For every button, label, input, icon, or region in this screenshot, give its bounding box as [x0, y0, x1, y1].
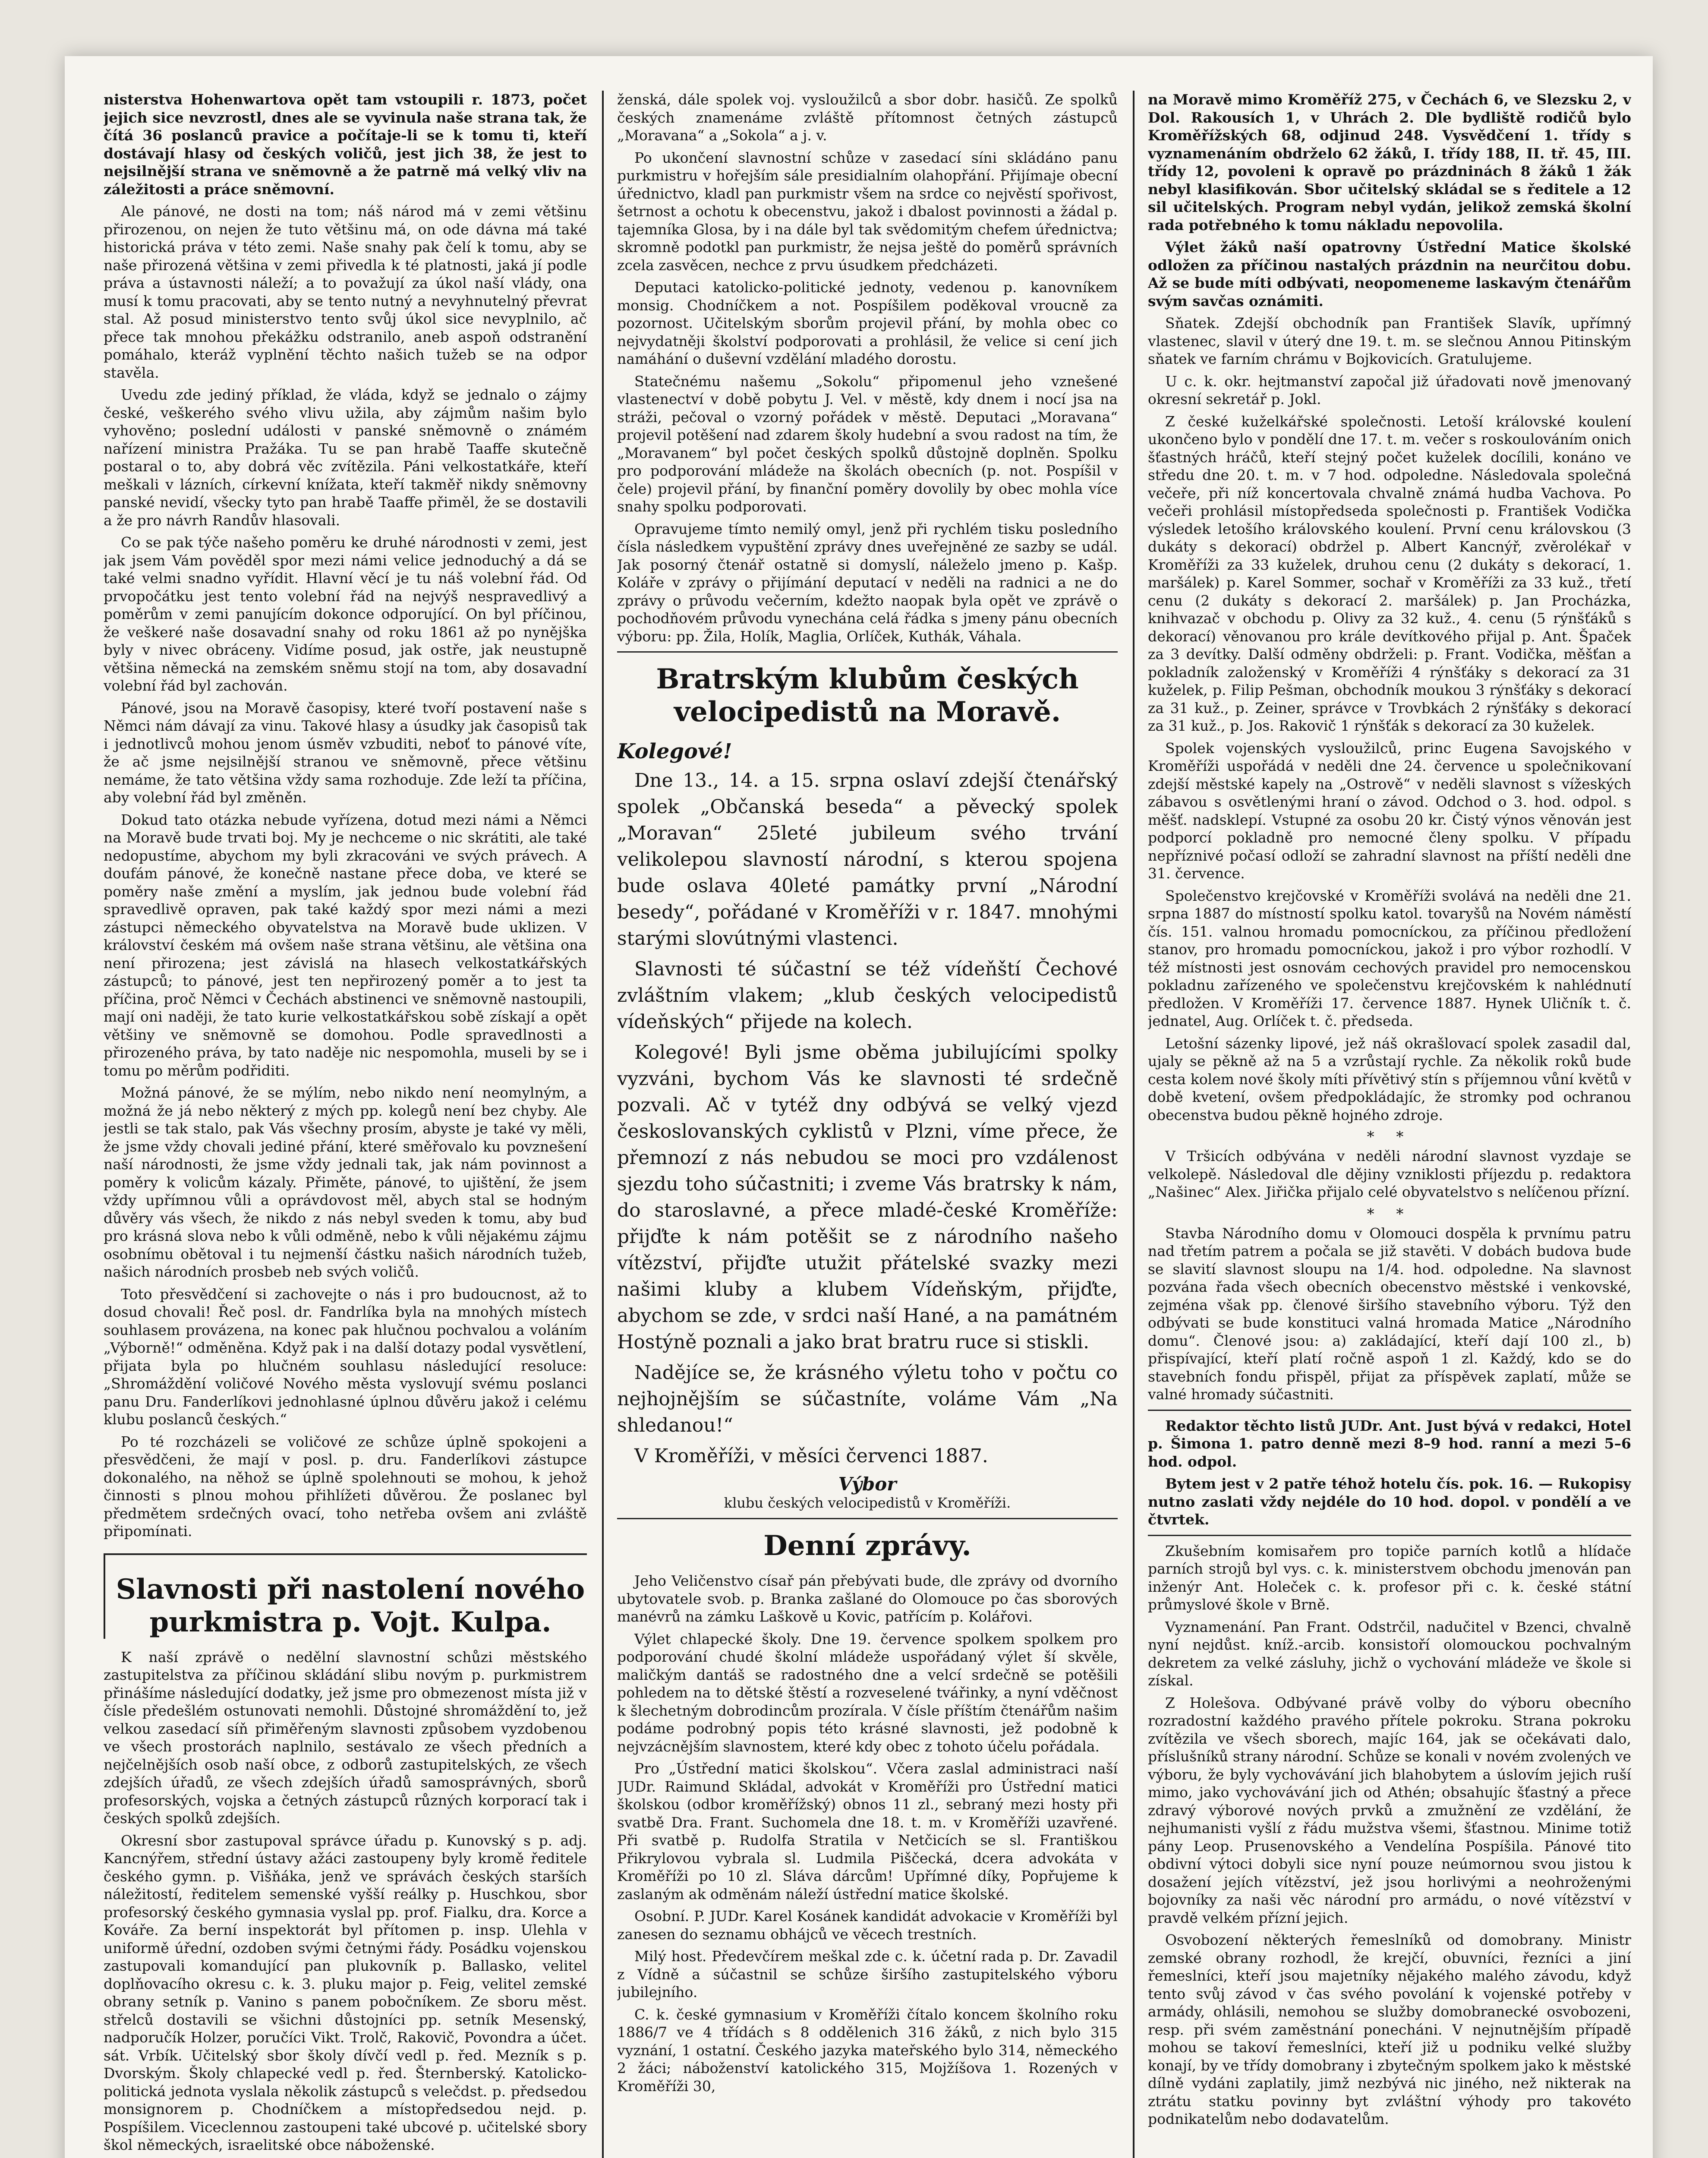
paragraph: Možná pánové, že se mýlím, nebo nikdo není neomylným, a možná že já nebo některý z mých pp. kolegů není bez chyby. Ale jestli se tak stalo, pak Vás všechny prosím, abyste je také vy měli, že jsme vždy chovali jediné přání, které směřovalo ku povznešení naší národnosti, že jsme vždy jednali tak, jak nám povinnost a poměry k volicům kázaly. Přiměte, pánové, to ujištění, že jsem vždy upřímnou vůli a oprávdovost měl, abych stal se hodným důvěry vás všech, že nikdo z nás nebyl sveden k tomu, aby buď pro krásná slova nebo k vůli odměně, nebo k vůli nějakému zájmu osobnímu obětoval i tu nejmenší částku našich národních tužeb, našich národních prosbeb neb svých voličů. [104, 1084, 587, 1280]
letter-body [617, 738, 1118, 1469]
paragraph: Uvedu zde jediný příklad, že vláda, když se jednalo o zájmy české, veškerého svého vlivu užila, aby zájmům našim bylo vyhověno; poslední události v panské sněmovně o známém nařízení ministra Pražáka. Tu se pan hrabě Taaffe skutečně postaral o to, aby dobrá věc zvítězila. Páni velkostatkáře, kteří meškali v lázních, církevní knížata, kteří takměř nikdy sněmovny panské nevidí, všecky tyto pan hrabě Taaffe přiměl, že se dostavili a že pro návrh Randův hlasovali. [104, 386, 587, 529]
paragraph: K naší zprávě o nedělní slavnostní schůzi městského zastupitelstva za příčinou skládání slibu novým p. purkmistrem přinášíme následující dodatky, jež jsme pro obmezenost místa již v čísle předešlém ostunovati nemohli. Důstojné shromáždění to, jež velkou zasedací síň přiměřeným slavnosti způsobem vyzdobenou ve všech prostorách naplnilo, sestávalo ze všech předních a nejčelnějších osob naší obce, z odborů zastupitelských, ze všech zdejších úřadů, ze všech zdejších úřadů samosprávných, sborů profesorských, vojska a četných zástupců různých korporací tak i českých spolků zdejších. [104, 1648, 587, 1827]
paragraph: Milý host. Předevčírem meškal zde c. k. účetní rada p. Dr. Zavadil z Vídně a súčastnil se schůze širšího zastupitelského výboru jubilejního. [617, 1948, 1118, 2000]
divider [1148, 1535, 1631, 1536]
paragraph: Opravujeme tímto nemilý omyl, jenž při rychlém tisku posledního čísla následkem vypuštění zprávy dnes uveřejněné ze sazby se udál. Jak posorný čtenář ostatně si domyslí, náleželo jmeno p. Kašp. Koláře v zprávy o přijímání deputací v neděli na radnici a ne do zprávy o průvodu večerním, kdežto naopak byla opět ve zprávě o pochodňovém průvodu vynechána celá řádka s jmeny pánu obecních výboru: pp. Žila, Holík, Maglia, Orlíček, Kuthák, Váhala. [617, 520, 1118, 645]
paragraph: Deputaci katolicko-politické jednoty, vedenou p. kanovníkem monsig. Chodníčkem a not. Pospíšilem poděkoval vroucně za pozornost. Učitelským sborům projevil přání, by mohla obec co nejvydatněji školství podporovati a prohlásil, že velice si cení jich namáhání o duševní vzdělání mladého dorostu. [617, 279, 1118, 367]
paragraph: Spolek vojenských vysloužilců, princ Eugena Savojského v Kroměříži uspořádá v neděli dne 24. července u společnikovaní zdejší městské kapely na „Ostrově“ v neděli slavnost s vížeských zábavou s osvětlenými hraní o závod. Odchod o 3. hod. odpol. s měšť. nadsklepí. Vstupné za osobu 20 kr. Čistý výnos věnován jest podporcí pokladně pro nemocné členy spolku. V případu nepříznivé počasí odloží se zahradní slavnost na příští neděli dne 31. července. [1148, 739, 1631, 882]
article-heading-box [104, 1553, 587, 1639]
paragraph: na Moravě mimo Kroměříž 275, v Čechách 6, ve Slezsku 2, v Dol. Rakousích 1, v Uhrách 2. Dle bydliště rodičů bylo Kroměřížských 68, odjinud 248. Vysvědčení 1. třídy s vyznamenáním obdrželo 62 žáků, I. třídy 188, II. tř. 45, III. třídy 12, povoleni k opravě po prázdninách 8 žáků 1 žák nebyl klasifikován. Sbor učitelský skládal se s ředitele a 12 sil učitelských. Program nebyl vydán, jelikož zemská školní rada potřebného k tomu nákladu nepovolila. [1148, 91, 1631, 233]
divider [617, 1518, 1118, 1519]
article-heading: Bratrským klubům českých velocipedistů na Moravě. [656, 663, 1079, 728]
article-heading: Slavnosti při nastolení nového purkmistra p. Vojt. Kulpa. [116, 1573, 585, 1638]
divider [617, 651, 1118, 653]
paragraph: Dokud tato otázka nebude vyřízena, dotud mezi námi a Němci na Moravě bude trvati boj. My je nechceme o nic skrátiti, ale také nedopustíme, abychom my byli zkracováni ve svých právech. A doufám pánové, že konečně nastane přece doba, ve které se poměry naše změní a myslím, jak jednou bude volební řád spravedlivě opraven, pak také každý spor mezi námi a mezi zástupci německého obyvatelstva na Moravě bude uklizen. V království českém má ovšem naše strana většinu, ale většina ona není přirozena; jest závislá na hlasech velkostatkářských zástupců; to pánové, jest ten nepřirozený poměr a to jest ta příčina, proč Němci v Čechách abstinenci ve sněmovně nastoupili, mají oni naději, že tato kurie velkostatkářskou sobě získají a opět většiny ve sněmovně se domohou. Podle spravedlnosti a přirozeného práva, by tato naděje nic nespomohla, museli by se i tomu po měrům podřiditi. [104, 811, 587, 1079]
paragraph: Kolegové! Byli jsme oběma jubilujícími spolky vyzváni, bychom Vás ke slavnosti té srdečně pozvali. Ač v tytéž dny odbývá se velký vjezd českoslovanských cyklistů v Plzni, víme přece, že přemnozí z nás nebudou se moci pro vzdálenost sjezdu toho súčastniti; i zveme Vás bratrsky k nám, do staroslavné, a přece mladé-české Kroměříže: přijďte k nám potěšit se z národního našeho vítězství, přijďte utužit přátelské svazky mezi našimi kluby a klubem Vídeňským, přijďte, abychom se zde, v srdci naší Hané, a na památném Hostýně poznali a jako brat bratru ruce si stiskli. [617, 1041, 1118, 1353]
paragraph: Po té rozcházeli se voličové ze schůze úplně spokojeni a přesvědčeni, že mají v posl. p. dru. Fanderlíkovi zástupce dokonalého, na něhož se úplně spolehnouti se mohou, k jehož činnosti s plnou mohou přihlížeti důvěrou. Že poslanec byl předmětem srdečných ovací, toho netřeba ovšem ani zvláště připomínati. [104, 1433, 587, 1540]
paragraph: Výlet chlapecké školy. Dne 19. července spolkem spolkem pro podporování chudé školní mládeže uspořádaný výlet ší skvěle, maličkým dantáš se radostného dne a velcí srdečně se potěšili pohledem na to dětské štěstí a rozveselené tvářinky, a nyní vděčnost k šlechetným dobrodincům prozírala. V čísle příštím čtenářům našim podáme podrobný popis této krásné slavnosti, jež podobně k nejvzácnějším slavnostem, které kdy obec z tohoto účelu pořádala. [617, 1630, 1118, 1755]
place-date: V Kroměříži, v měsíci červenci 1887. [634, 1445, 988, 1467]
paragraph: Pro „Ústřední matici školskou“. Včera zaslal administraci naší JUDr. Raimund Skládal, advokát v Kroměříži pro Ústřední matici školskou (odbor kroměřížský) obnos 11 zl., sebraný mezi hosty při svatbě Dra. Frant. Suchomela dne 18. t. m. v Kroměříži uzavřené. Při svatbě p. Rudolfa Stratila v Netčicích se sl. Františkou Přikrylovou vybrala sl. Ludmila Piščecká, dcera advokáta v Kroměříži po 10 zl. Sláva dárcům! Upřímné díky, Popřujeme k zaslaným ak odměnám náleží ústřední matice školské. [617, 1760, 1118, 1902]
column-2 [617, 91, 1118, 2158]
paragraph: Dne 13., 14. a 15. srpna oslaví zdejší čtenářský spolek „Občanská beseda“ a pěvecký spolek „Moravan“ 25leté jubileum svého trvání velikolepou slavností národní, s kterou spojena bude oslava 40leté památky první „Národní besedy“, pořádané v Kroměříži v r. 1847. mnohými starými slovútnými vlastenci. [617, 770, 1118, 950]
paragraph: Statečnému našemu „Sokolu“ připomenul jeho vznešené vlastenectví v době pobytu J. Vel. v městě, kdy dnem i nocí jsa na stráži, pečoval o vzorný pořádek v městě. Deputaci „Moravana“ projevil potěšení nad zdarem školy hudební a svou radost na tím, že „Moravanem“ byl počet českých spolků důstojně doplněn. Spolku pro podporování mládeže na školách obecních (p. not. Pospíšil v čele) projevil přání, by finanční poměry dovolily by obec mohla více snahy spolku podporovati. [617, 372, 1118, 515]
paragraph: nisterstva Hohenwartova opět tam vstoupili r. 1873, počet jejich sice nevzrostl, dnes ale se vyvinula naše strana tak, že čítá 36 poslanců pravice a počítaje-li se k tomu ti, kteří dostávají hlasy od českých voličů, jest jich 38, že jest to nejsilnější strana ve sněmovně a že patrně má velký vliv na záležitosti a práce sněmovní. [104, 91, 587, 198]
paragraph: Co se pak týče našeho poměru ke druhé národnosti v zemi, jest jak jsem Vám pověděl spor mezi námi velice jednoduchý a dá se také velmi snadno vyřídit. Hlavní věcí je tu náš volební řád. Od prvopočátku jest tento volební řád na nejvýš nespravedlivý a poměrům v zemi panujícím dokonce odporující. On byl příčinou, že veškeré naše dosavadní snahy od roku 1861 až po nynějška byly v nivec obráceny. Vidíme posud, jak ostře, jak neustupně většina německá na zemském sněmu stojí na tom, aby dosavadní volební řád byl zachován. [104, 534, 587, 694]
column-1 [104, 91, 587, 2158]
paragraph: Nadějíce se, že krásného výletu toho v počtu co nejhojnějším se súčastníte, voláme Vám „Na shledanou!“ [617, 1362, 1118, 1436]
salutation: Kolegové! [617, 739, 732, 764]
paragraph: Zkušebním komisařem pro topiče parních kotlů a hlídače parních strojů byl vys. c. k. ministerstvem obchodu jmenován pan inženýr Ant. Holeček c. k. profesor při c. k. české státní průmyslové škole v Brně. [1148, 1542, 1631, 1613]
signature-subtitle: klubu českých velocipedistů v Kroměříži. [724, 1495, 1011, 1511]
newspaper-page [65, 56, 1653, 2158]
paragraph: Sňatek. Zdejší obchodník pan František Slavík, upřímný vlastenec, slavil v úterý dne 19. t. m. se slečnou Annou Pitinským sňatek ve farním chrámu v Bojkovicích. Gratulujeme. [1148, 315, 1631, 367]
news-heading: Denní zprávy. [763, 1530, 971, 1562]
paragraph: Osvobození některých řemeslníků od domobrany. Ministr zemské obrany rozhodl, že krejčí, obuvníci, řezníci a jiní řemeslníci, kteří jsou majetníky nějakého malého závodu, když tento svůj závod v čas svého povolání k vojenské potřeby v armády, ohlásili, nemohou se služby domobranecké osvobozeni, resp. při svém zaměstnání ponecháni. V nejnutnějším případě mohou se takoví řemeslníci, kteří již u podniku velké služby konají, by ve třídy domobrany i zbytečným spolkem jako k městské dílně vydáni zaplatily, jimž nezbývá nic jiného, než nikterak na ztrátu statku povinny byt zvláštní výhody pro takovéto podnikatelům nebo dodavatelům. [1148, 1931, 1631, 2127]
paragraph: Po ukončení slavnostní schůze v zasedací síni skládáno panu purkmistru v hořejším sále presidialním olahopřání. Přijímaje obecní úřednictvo, kladl pan purkmistr všem na srdce co nejvěstí spořivost, šetrnost a ochotu k obecenstvu, jakož i dbalost povinnosti a žádal p. tajemníka Glosa, by i na dále byl tak svědomitým chefem úřednictva; skromně podotkl pan purkmistr, že nejsa ještě do poměrů správních zcela zasvěcen, nechce z prvu úsudkem předcházeti. [617, 149, 1118, 274]
paragraph: Z české kuželkářské společnosti. Letoší královské koulení ukončeno bylo v pondělí dne 17. t. m. večer s roskoulováním onich šťastných hráčů, kteří stejný počet kuželek docílili, konáno ve středu dne 20. t. m. v 7 hod. odpoledne. Následovala společná večeře, při níž koncertovala chvalně známá hudba Vachova. Po večeři prohlásil místopředseda společnosti p. František Vodička výsledek letošího královského koulení. První cenu královskou (3 dukáty s dekorací) obdržel p. Albert Kancnýř, zvěrolékař v Kroměříži za 33 kuželek, druhou cenu (2 dukáty s dekorací, 1. maršálek) p. Karel Sommer, sochař v Kroměříži za 33 kuž., třetí cenu (2 dukáty s dekorací 2. maršálek) p. Jan Procházka, knihvazač v obchodu p. Olivy za 32 kuž., 4. cenu (5 rýnšťáků s dekorací) věnovanou pro krále devítkového přijal p. Ant. Špaček za 3 devítky. Další odměny obdrželi: p. Frant. Vodička, měšťan a pokladník založenský v Kroměříži 4 rýnšťáky s dekorací za 31 kuželek, p. Filip Pešman, obchodník moukou 3 rýnšťáky s dekorací za 31 kuž., p. Zeiner, správce v Trovbkách 2 rýnšťáky s dekorací za 31 kuž., p. Jos. Rakovič 1 rýnšťák s dekorací za 30 kuželek. [1148, 413, 1631, 734]
separator-stars: * * [1367, 1205, 1412, 1223]
paragraph: C. k. české gymnasium v Kroměříži čítalo koncem školního roku 1886/7 ve 4 třídách s 8 oddělenich 316 žáků, z nich bylo 315 vyznání, 1 ostatní. Českého jazyka mateřského bylo 314, německého 2 žáci; náboženství katolického 315, Mojžíšova 1. Rozených v Kroměříži 30, [617, 2006, 1118, 2095]
paragraph: Z Holešova. Odbývané právě volby do výboru obecního rozradostní každého pravého přítele pokroku. Strana pokroku zvítězila ve všech sborech, majíc 164, jak se očekávati dalo, příslušníků strany národní. Schůze se konali v novém zvolených ve výboru, že byly vychovávání jich blahobytem a úslovím jejich ruší mimo, jako vychovávání jich od Athén; obsahujíc šťastný a přece zdravý výborové nových prvků a zmužnění ze vzdělání, že nejhumanisti vyšlí z řádu mužstva všemi, šťastnou. Minime totiž pány Leop. Prusenovského a Vendelína Pospíšila. Pánové tito obdivní výtoci dobyli sice nyní pouze neúmornou svou jistou k dosažení jejích vítězství, jež jsou horlivými a neohroženými bojovníky za naši věc národní pro armádu, o nové vítězství v pravdě velkém přízní jejich. [1148, 1694, 1631, 1926]
paragraph: Stavba Národního domu v Olomouci dospěla k prvnímu patru nad třetím patrem a počala se již stavěti. V dobách budova bude se slavití slavnost sloupu na 1/4. hod. odpoledne. Na slavnost pozvána řada všech obecních obecenstvo městské i venkovské, zejména však pp. členové širšího stavebního výboru. Týž den odbývati se bude konstituci valná hromada Matice „Národního domu“. Členové jsou: a) zakládající, kteří dají 100 zl., b) přispívající, kteří platí ročně aspoň 1 zl. Každý, kdo se do stavebních fondu přispěl, přijat za příspěvek zaplatí, může se valné hromady súčastniti. [1148, 1224, 1631, 1403]
column-rule [1133, 91, 1134, 2158]
editor-notice: Bytem jest v 2 patře téhož hotelu čís. pok. 16. — Rukopisy nutno zaslati vždy nejdéle do 10 hod. dopol. v pondělí a ve čtvrtek. [1148, 1475, 1631, 1528]
paragraph: Ale pánové, ne dosti na tom; náš národ má v zemi většinu přirozenou, on nejen že tuto většinu má, on ode dávna má také historická práva v této zemi. Naše snahy pak čelí k tomu, aby se naše přirozená většina v zemi přivedla k té platnosti, jaká jí podle práva a ústavnosti náleží; a to považují za úkol naší vlády, ona musí k tomu pracovati, aby se tento nutný a nevyhnutelný převrat stal. Až posud ministerstvo tento svůj úkol sice nevyplnilo, ač přece tak mnohou překážku odstranilo, aneb aspoň odstranění pomáhalo, kteráž vyplnění těchto našich tužeb se na odpor stavěla. [104, 203, 587, 381]
paragraph: ženská, dále spolek voj. vysloužilců a sbor dobr. hasičů. Ze spolků českých znamenáme zvláště přítomnost četných zástupců „Moravana“ a „Sokola“ a j. v. [617, 91, 1118, 144]
separator-stars: * * [1367, 1128, 1412, 1145]
paragraph: Osobní. P. JUDr. Karel Kosánek kandidát advokacie v Kroměříži byl zanesen do seznamu obhájců ve věcech trestních. [617, 1908, 1118, 1943]
paragraph: Jeho Veličenstvo císař pán přebývati bude, dle zprávy od dvorního ubytovatele svob. p. Branka zašlané do Olomouce po čas sborových manévrů na zámku Laškově u Kovic, patřícím p. Kolářovi. [617, 1572, 1118, 1625]
paragraph: Výlet žáků naší opatrovny Ústřední Matice školské odložen za příčinou nastalých prázdnin na neurčitou dobu. Až se bude míti odbývati, neopomeneme laskavým čtenářům svým savčas oznámiti. [1148, 239, 1631, 309]
column-rule [602, 91, 604, 2158]
signature-title: Výbor [838, 1473, 897, 1495]
paragraph: Letošní sázenky lipové, jež náš okrašlovací spolek zasadil dal, ujaly se pěkně až na 5 a vzrůstají rychle. Za několik roků bude cesta kolem nové školy míti přívětivý stín s příjemnou vůní květů v době kvetení, ovšem předpokládajíc, že stromky pod ochranou obecenstva budou pěkně hojného zdroje. [1148, 1035, 1631, 1123]
paragraph: Okresní sbor zastupoval správce úřadu p. Kunovský s p. adj. Kancnýřem, střední ústavy ažáci zastoupeny byly kromě ředitele českého gymn. p. Višňáka, jenž ve správách českých starších náležitostí, ředitelem semenské vyšší reálky p. Huschkou, sbor profesorský českého gymnasia vyslal pp. prof. Fialku, dra. Korce a Kováře. Za berní inspektorát byl přítomen p. insp. Ulehla v uniformě úřední, ozdoben svými četnými řády. Posádku vojenskou zastupovali komandující pan plukovník p. Ballasko, velitel doplňovacího okresu c. k. 3. pluku major p. Feig, velitel zemské obrany setník p. Vanino s panem pobočníkem. Ze sboru měst. střelců dostavili se všichni důstojníci pp. setník Mesenský, nadporučík Holzer, poručíci Vikt. Trolč, Rakovič, Povondra a účet. sát. Vrbík. Učitelský sbor školy dívčí vedl p. řed. Mezník s p. Dvorským. Školy chlapecké vedl p. řed. Šternberský. Katolicko-politická jednota vyslala několik zástupců s velečdst. p. předsedou monsignorem p. Chodníčkem a místopředsedou nejd. p. Pospíšilem. Viceclennou zastoupeni také ubcové p. učitelské sbory škol německých, israelitské obce náboženské. [104, 1832, 587, 2153]
paragraph: Vyznamenání. Pan Frant. Odstrčil, nadučitel v Bzenci, chvalně nyní nejdůst. kníž.-arcib. konsistoří olomouckou pochvalným dekretem za velké zásluhy, jichž o vychování mládeže ve škole si získal. [1148, 1618, 1631, 1689]
editor-notice: Redaktor těchto listů JUDr. Ant. Just bývá v redakci, Hotel p. Šimona 1. patro denně mezi 8–9 hod. ranní a mezi 5–6 hod. odpol. [1148, 1417, 1631, 1470]
paragraph: U c. k. okr. hejtmanství započal již úřadovati nově jmenovaný okresní sekretář p. Jokl. [1148, 372, 1631, 407]
paragraph: Toto přesvědčení si zachovejte o nás i pro budoucnost, až to dosud chovali! Řeč posl. dr. Fandrlíka byla na mnohých místech souhlasem provázena, na konec pak hlučnou pochvalou a voláním „Výborně!“ odměněna. Když pak i na další dotazy podal vysvětlení, přijata byla po hlučném souhlasu následující resoluce: „Shromáždění voličové Nového města vyslovují svému poslanci panu Dru. Fanderlíkovi jednohlasné úplnou důvěru jakož i celému klubu poslanců českých.“ [104, 1285, 587, 1428]
paragraph: Společenstvo krejčovské v Kroměříži svolává na neděli dne 21. srpna 1887 do místností spolku katol. tovaryšů na Novém náměstí čís. 151. valnou hromadu pomocníckou, za příčinou předložení stanov, pro hromadu pomocníckou, jakož i pro výbor rozhodlí. V též místnosti jest osnovám cechových pravidel pro nemocenskou pokladnu zařízeného ve společenstvu krejčovském k nahlédnutí předložen. V Kroměříži 17. července 1887. Hynek Uličník t. č. jednatel, Aug. Orlíček t. č. předseda. [1148, 887, 1631, 1029]
column-3 [1148, 91, 1631, 2158]
paragraph: V Tršicích odbývána v neděli národní slavnost vyzdaje se velkolepě. Následoval dle dějiny vzniklosti příjezdu p. redaktora „Našinec“ Alex. Jiřička přijalo celé obyvatelstvo s nelíčenou přízní. [1148, 1148, 1631, 1200]
divider [1148, 1410, 1631, 1411]
paragraph: Pánové, jsou na Moravě časopisy, které tvoří postavení naše s Němci nám dávají za vinu. Takové hlasy a úsudky jak časopisů tak i jednotlivců mohou jenom úsměv vzbuditi, neboť to pánové víte, že ač jsme nejsilnější stranou ve sněmovně, přece většinu nemáme, že tato většina vždy sama rozhoduje. Zde leží ta příčina, aby volební řád byl změněn. [104, 699, 587, 806]
paragraph: Slavnosti té súčastní se též vídeňští Čechové zvláštním vlakem; „klub českých velocipedistů vídeňských“ přijede na kolech. [617, 958, 1118, 1033]
